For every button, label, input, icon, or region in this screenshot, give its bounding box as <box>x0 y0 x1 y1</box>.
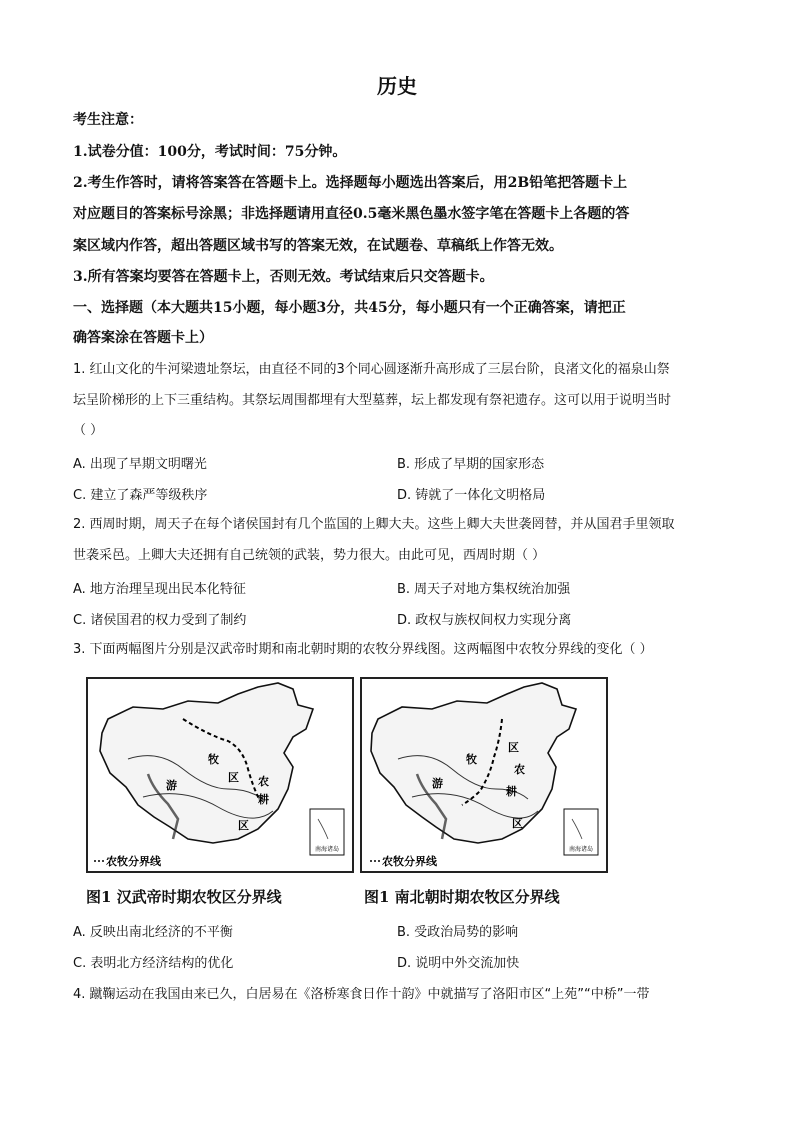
notice-item-2-line1: 2.考生作答时，请将答案答在答题卡上。选择题每小题选出答案后，用2B铅笔把答题卡上 <box>73 175 628 191</box>
q4-stem-line1: 4. 蹴鞠运动在我国由来已久，白居易在《洛桥寒食日作十韵》中就描写了洛阳市区“上苑”“中桥”一带 <box>73 987 650 1002</box>
map-label-qu-1a: 区 <box>228 771 239 784</box>
q3-stem-line1: 3. 下面两幅图片分别是汉武帝时期和南北朝时期的农牧分界线图。这两幅图中农牧分界线的变化（ ） <box>73 642 653 657</box>
map-label-you-2: 游 <box>432 777 443 790</box>
q1-option-a: A. 出现了早期文明曙光 <box>73 457 207 472</box>
map-label-you-1: 游 <box>166 779 177 792</box>
map-label-mu-1: 牧 <box>208 753 219 766</box>
map-label-nong-1: 农 <box>258 775 269 788</box>
q2-option-d: D. 政权与族权间权力实现分离 <box>397 613 572 628</box>
section-heading-line1: 一、选择题（本大题共15小题，每小题3分，共45分，每小题只有一个正确答案，请把正 <box>73 300 626 316</box>
map-label-qu-2a: 区 <box>508 741 519 754</box>
q3-option-b: B. 受政治局势的影响 <box>397 925 519 940</box>
map-label-qu-2b: 区 <box>512 817 523 830</box>
q1-option-b: B. 形成了早期的国家形态 <box>397 457 545 472</box>
q1-stem-line1: 1. 红山文化的牛河梁遗址祭坛，由直径不同的3个同心圆逐渐升高形成了三层台阶，良渚文化的福泉山祭 <box>73 362 670 377</box>
legend-label-2: 农牧分界线 <box>382 855 437 868</box>
china-map-figure-2 <box>362 679 606 871</box>
q3-option-c: C. 表明北方经济结构的优化 <box>73 956 234 971</box>
legend-label-1: 农牧分界线 <box>106 855 161 868</box>
page-title: 历史 <box>377 74 417 98</box>
map-label-qu-1b: 区 <box>238 819 249 832</box>
q2-option-c: C. 诸侯国君的权力受到了制约 <box>73 613 247 628</box>
notice-item-1: 1.试卷分值：100分，考试时间：75分钟。 <box>73 144 347 160</box>
china-map-figure-1 <box>88 679 352 871</box>
inset-label-2: 南海诸岛 <box>568 846 594 853</box>
notice-item-3: 3.所有答案均要答在答题卡上，否则无效。考试结束后只交答题卡。 <box>73 269 494 285</box>
map-label-geng-2: 耕 <box>506 785 517 798</box>
q2-stem-line1: 2. 西周时期，周天子在每个诸侯国封有几个监国的上卿大夫。这些上卿大夫世袭罔替，并从国君手里领取 <box>73 517 675 532</box>
q3-option-a: A. 反映出南北经济的不平衡 <box>73 925 233 940</box>
fig2-caption: 图1 南北朝时期农牧区分界线 <box>364 888 560 906</box>
q1-option-c: C. 建立了森严等级秩序 <box>73 488 208 503</box>
q2-stem-line2: 世袭采邑。上卿大夫还拥有自己统领的武装，势力很大。由此可见，西周时期（ ） <box>73 548 546 563</box>
map-southern-northern <box>360 677 608 873</box>
map-label-nong-2: 农 <box>514 763 525 776</box>
q2-option-b: B. 周天子对地方集权统治加强 <box>397 582 571 597</box>
china-outline-1 <box>100 683 313 843</box>
q1-option-d: D. 铸就了一体化文明格局 <box>397 488 546 503</box>
q2-option-a: A. 地方治理呈现出民本化特征 <box>73 582 246 597</box>
q1-stem-line3: （ ） <box>73 423 104 438</box>
inset-label-1: 南海诸岛 <box>314 846 340 853</box>
notice-item-2-line3: 案区域内作答，超出答题区域书写的答案无效，在试题卷、草稿纸上作答无效。 <box>73 238 563 254</box>
fig1-caption: 图1 汉武帝时期农牧区分界线 <box>86 888 282 906</box>
map-han-wudi <box>86 677 354 873</box>
q3-option-d: D. 说明中外交流加快 <box>397 956 520 971</box>
map-label-geng-1: 耕 <box>258 793 269 806</box>
q1-stem-line2: 坛呈阶梯形的上下三重结构。其祭坛周围都埋有大型墓葬，坛上都发现有祭祀遗存。这可以用于说明当时 <box>73 393 672 408</box>
map-label-mu-2: 牧 <box>466 753 477 766</box>
notice-heading: 考生注意： <box>73 112 143 128</box>
section-heading-line2: 确答案涂在答题卡上） <box>73 330 213 346</box>
notice-item-2-line2: 对应题目的答案标号涂黑；非选择题请用直径0.5毫米黑色墨水签字笔在答题卡上各题的答 <box>73 206 630 222</box>
